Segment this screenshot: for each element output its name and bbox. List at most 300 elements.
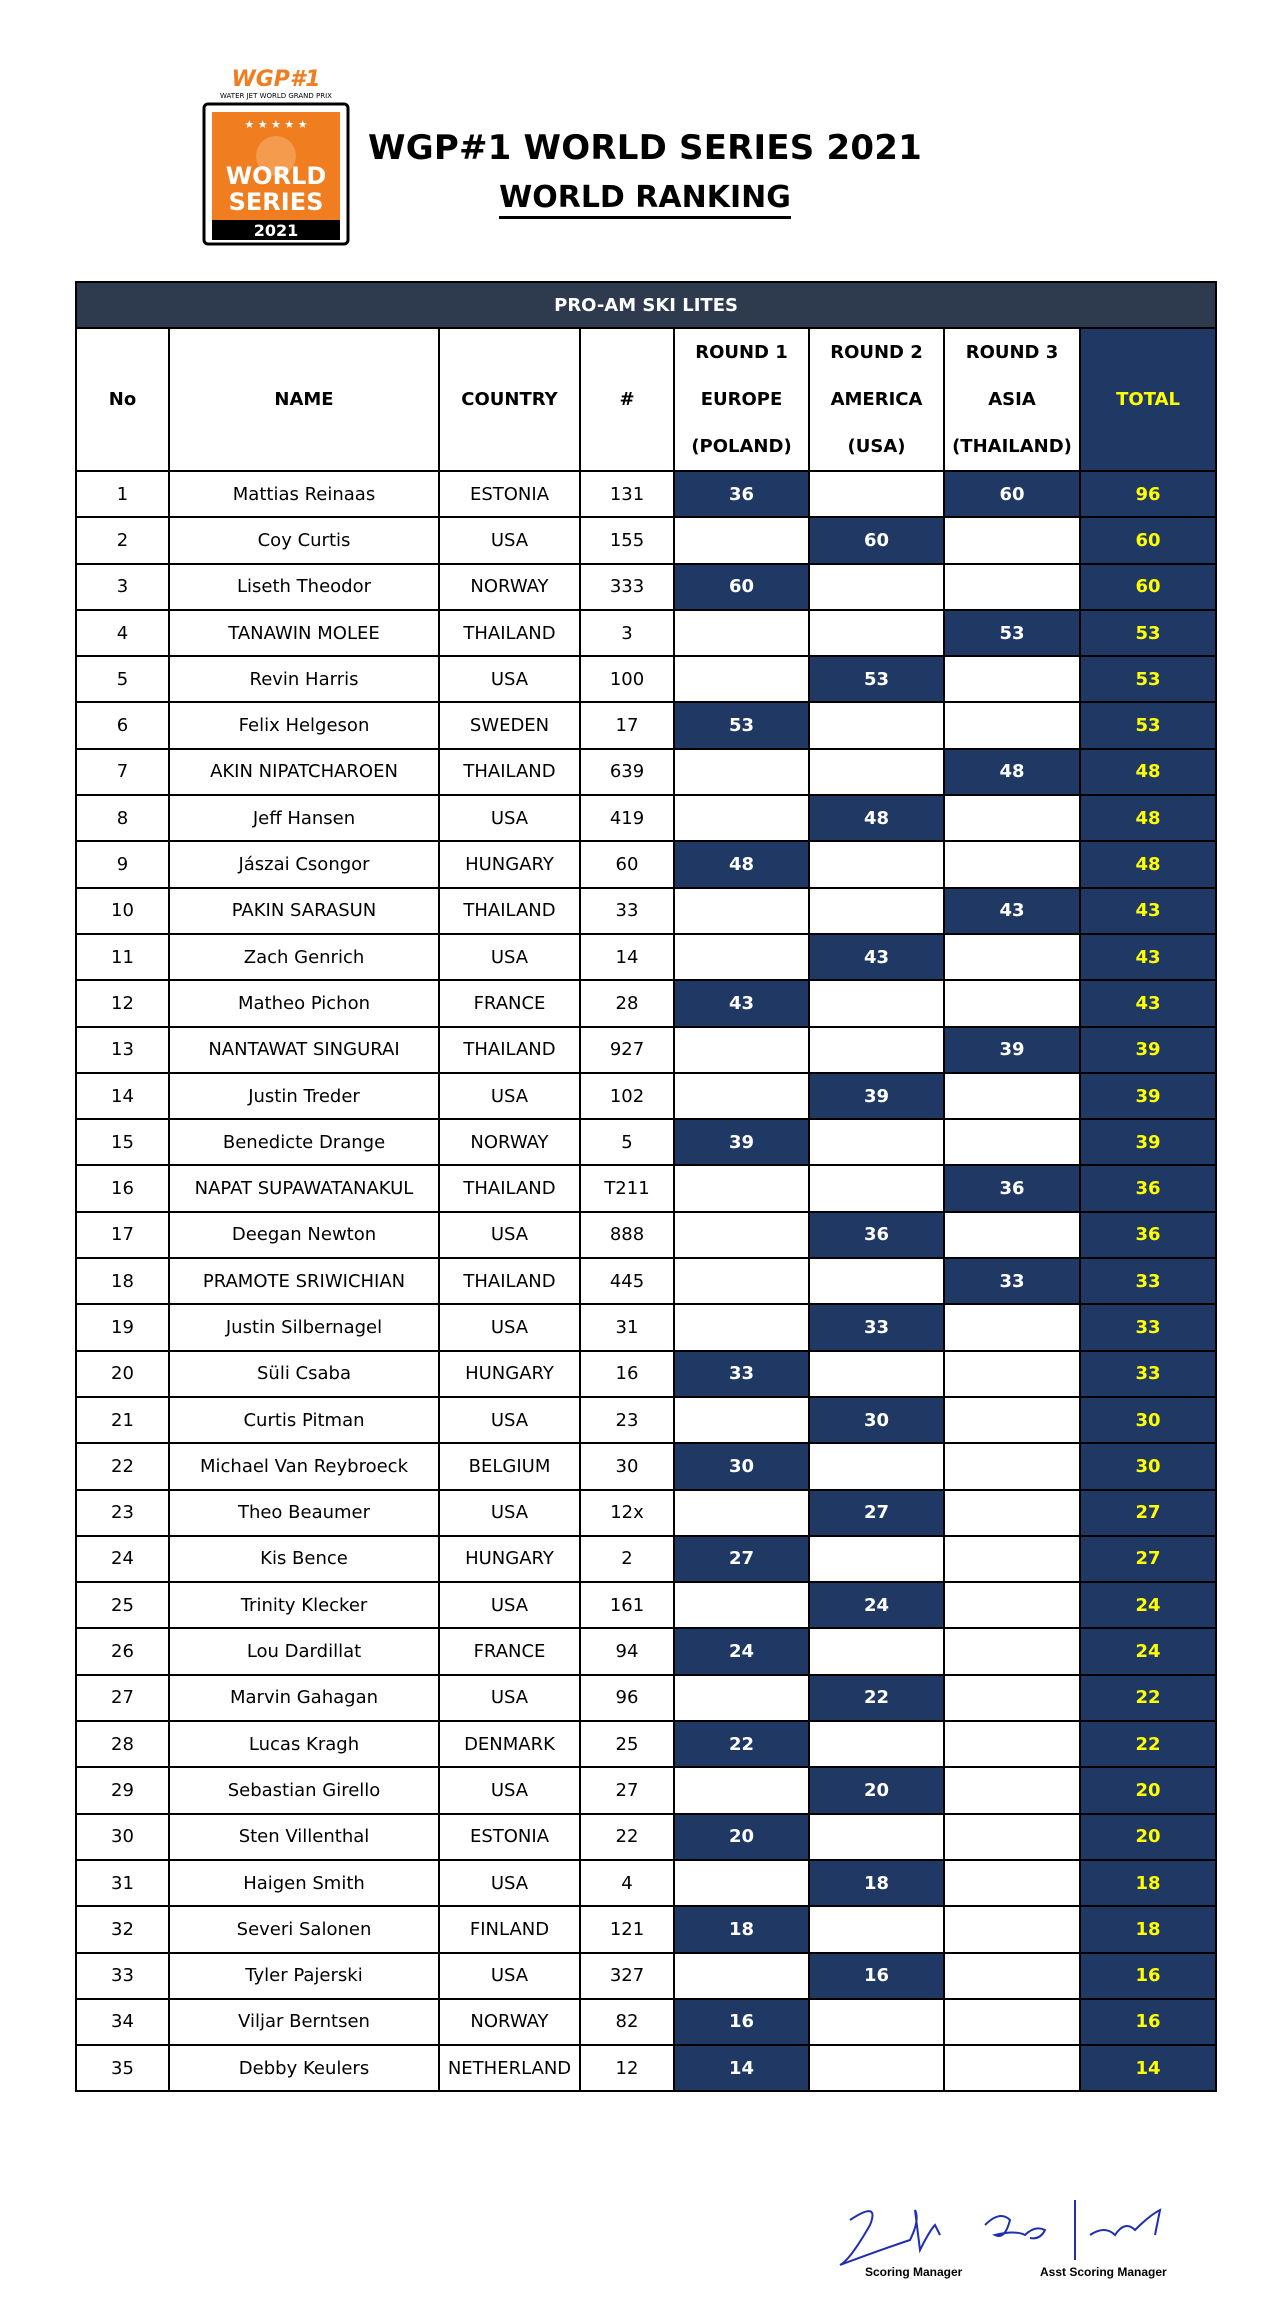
cell-name: Debby Keulers [169,2045,439,2091]
cell-round2: 36 [809,1212,944,1258]
cell-round2 [809,702,944,748]
col-header-round1 [674,328,809,471]
cell-round3: 53 [944,610,1080,656]
cell-round2 [809,841,944,887]
table-row [76,888,1216,934]
cell-total: 60 [1080,564,1216,610]
cell-total: 18 [1080,1860,1216,1906]
cell-number: 28 [580,980,674,1026]
cell-round3 [944,1397,1080,1443]
cell-round3 [944,795,1080,841]
cell-country: ESTONIA [439,1814,580,1860]
cell-country: USA [439,1304,580,1350]
cell-name: Tyler Pajerski [169,1953,439,1999]
cell-country: USA [439,1490,580,1536]
cell-round1 [674,610,809,656]
cell-name: Matheo Pichon [169,980,439,1026]
cell-no: 15 [76,1119,169,1165]
cell-total: 53 [1080,656,1216,702]
cell-total: 39 [1080,1119,1216,1165]
round3-region: ASIA [988,389,1036,410]
table-row [76,1767,1216,1813]
cell-total: 43 [1080,934,1216,980]
cell-total: 43 [1080,888,1216,934]
table-row [76,1628,1216,1674]
cell-round2 [809,1443,944,1489]
cell-total: 27 [1080,1490,1216,1536]
cell-round3: 48 [944,749,1080,795]
ranking-rows [76,471,1216,2091]
table-row [76,1397,1216,1443]
cell-round2 [809,1351,944,1397]
cell-total: 24 [1080,1582,1216,1628]
cell-total: 22 [1080,1721,1216,1767]
cell-round2: 43 [809,934,944,980]
cell-name: Süli Csaba [169,1351,439,1397]
table-row [76,1443,1216,1489]
cell-country: DENMARK [439,1721,580,1767]
cell-round2 [809,749,944,795]
cell-round3 [944,1073,1080,1119]
cell-round1 [674,1490,809,1536]
cell-round2 [809,1027,944,1073]
round1-region: EUROPE [700,389,783,410]
table-row [76,1119,1216,1165]
asst-scoring-manager-signature-2 [1090,2210,1160,2235]
cell-country: USA [439,1212,580,1258]
cell-round3 [944,1304,1080,1350]
cell-round3 [944,1675,1080,1721]
table-row [76,471,1216,517]
cell-no: 27 [76,1675,169,1721]
table-row [76,934,1216,980]
cell-no: 34 [76,1999,169,2045]
cell-country: THAILAND [439,888,580,934]
cell-round3 [944,1628,1080,1674]
col-header-country: COUNTRY [439,328,580,471]
table-row [76,610,1216,656]
cell-round2: 30 [809,1397,944,1443]
cell-total: 39 [1080,1073,1216,1119]
cell-no: 12 [76,980,169,1026]
asst-scoring-manager-signature-1 [985,2216,1045,2238]
cell-round2: 27 [809,1490,944,1536]
cell-total: 36 [1080,1165,1216,1211]
cell-round3 [944,1814,1080,1860]
cell-country: HUNGARY [439,1536,580,1582]
table-row [76,1675,1216,1721]
table-row [76,1860,1216,1906]
cell-number: 419 [580,795,674,841]
cell-country: SWEDEN [439,702,580,748]
table-row [76,1304,1216,1350]
cell-no: 19 [76,1304,169,1350]
cell-round1 [674,1165,809,1211]
cell-name: PAKIN SARASUN [169,888,439,934]
cell-round2 [809,1258,944,1304]
cell-round1: 48 [674,841,809,887]
cell-name: PRAMOTE SRIWICHIAN [169,1258,439,1304]
cell-round1: 30 [674,1443,809,1489]
cell-round2 [809,888,944,934]
cell-number: 639 [580,749,674,795]
cell-round2: 53 [809,656,944,702]
round3-country: (THAILAND) [952,436,1072,457]
cell-number: 333 [580,564,674,610]
page-title: WGP#1 WORLD SERIES 2021 [368,128,922,168]
cell-country: HUNGARY [439,841,580,887]
cell-total: 14 [1080,2045,1216,2091]
cell-round1: 33 [674,1351,809,1397]
cell-round3 [944,1351,1080,1397]
cell-number: 25 [580,1721,674,1767]
cell-round3 [944,1953,1080,1999]
cell-name: Sten Villenthal [169,1814,439,1860]
round2-title: ROUND 2 [830,342,923,363]
cell-round3 [944,1536,1080,1582]
cell-round3: 36 [944,1165,1080,1211]
cell-round3 [944,1443,1080,1489]
cell-round3 [944,2045,1080,2091]
cell-name: Trinity Klecker [169,1582,439,1628]
cell-round3 [944,1490,1080,1536]
cell-number: 94 [580,1628,674,1674]
cell-round1: 53 [674,702,809,748]
cell-total: 30 [1080,1443,1216,1489]
table-row [76,656,1216,702]
cell-name: Kis Bence [169,1536,439,1582]
cell-round1 [674,656,809,702]
cell-round2 [809,1906,944,1952]
cell-total: 30 [1080,1397,1216,1443]
cell-total: 27 [1080,1536,1216,1582]
cell-no: 21 [76,1397,169,1443]
cell-number: 131 [580,471,674,517]
cell-country: NORWAY [439,1119,580,1165]
cell-name: TANAWIN MOLEE [169,610,439,656]
cell-total: 22 [1080,1675,1216,1721]
cell-round1 [674,1767,809,1813]
cell-country: USA [439,1675,580,1721]
cell-round1: 20 [674,1814,809,1860]
cell-round2: 24 [809,1582,944,1628]
cell-country: NORWAY [439,1999,580,2045]
cell-no: 8 [76,795,169,841]
table-row [76,1721,1216,1767]
cell-number: 23 [580,1397,674,1443]
scoring-manager-label: Scoring Manager [865,2265,963,2279]
cell-round1: 24 [674,1628,809,1674]
cell-name: NANTAWAT SINGURAI [169,1027,439,1073]
cell-name: Lucas Kragh [169,1721,439,1767]
cell-total: 33 [1080,1258,1216,1304]
cell-round1 [674,1212,809,1258]
cell-no: 1 [76,471,169,517]
table-row [76,1073,1216,1119]
cell-no: 24 [76,1536,169,1582]
cell-round2 [809,564,944,610]
cell-country: USA [439,1860,580,1906]
cell-no: 35 [76,2045,169,2091]
cell-round1: 16 [674,1999,809,2045]
cell-name: Jeff Hansen [169,795,439,841]
cell-no: 18 [76,1258,169,1304]
cell-no: 25 [76,1582,169,1628]
cell-no: 6 [76,702,169,748]
cell-round2 [809,1999,944,2045]
table-row [76,1999,1216,2045]
cell-round2: 33 [809,1304,944,1350]
cell-round3 [944,1212,1080,1258]
cell-no: 14 [76,1073,169,1119]
cell-country: USA [439,795,580,841]
round1-title: ROUND 1 [695,342,788,363]
cell-number: 60 [580,841,674,887]
cell-no: 26 [76,1628,169,1674]
cell-no: 22 [76,1443,169,1489]
table-row [76,1027,1216,1073]
cell-country: BELGIUM [439,1443,580,1489]
cell-no: 33 [76,1953,169,1999]
round2-region: AMERICA [830,389,923,410]
cell-round3 [944,980,1080,1026]
cell-number: 927 [580,1027,674,1073]
cell-no: 23 [76,1490,169,1536]
logo-year: 2021 [253,221,299,240]
cell-name: Coy Curtis [169,517,439,563]
cell-number: 5 [580,1119,674,1165]
cell-round3 [944,1721,1080,1767]
cell-name: Revin Harris [169,656,439,702]
cell-round2 [809,1536,944,1582]
cell-round1 [674,934,809,980]
cell-total: 48 [1080,749,1216,795]
cell-round1: 39 [674,1119,809,1165]
cell-country: FRANCE [439,980,580,1026]
cell-round1: 27 [674,1536,809,1582]
cell-number: 14 [580,934,674,980]
ranking-table [75,281,1217,2092]
cell-name: Jászai Csongor [169,841,439,887]
table-row [76,1165,1216,1211]
cell-total: 96 [1080,471,1216,517]
table-row [76,1351,1216,1397]
cell-number: 12x [580,1490,674,1536]
cell-name: Liseth Theodor [169,564,439,610]
table-row [76,1490,1216,1536]
cell-no: 17 [76,1212,169,1258]
cell-number: 100 [580,656,674,702]
col-header-round2 [809,328,944,471]
cell-name: Michael Van Reybroeck [169,1443,439,1489]
cell-number: 31 [580,1304,674,1350]
col-header-number: # [580,328,674,471]
cell-number: 2 [580,1536,674,1582]
logo-line2: SERIES [228,188,324,216]
table-row [76,1814,1216,1860]
cell-round2 [809,610,944,656]
cell-round1 [674,1304,809,1350]
cell-round2 [809,1119,944,1165]
cell-round1: 14 [674,2045,809,2091]
cell-country: FINLAND [439,1906,580,1952]
cell-no: 28 [76,1721,169,1767]
cell-name: Theo Beaumer [169,1490,439,1536]
cell-total: 43 [1080,980,1216,1026]
cell-country: THAILAND [439,610,580,656]
cell-round3 [944,1860,1080,1906]
cell-round3: 39 [944,1027,1080,1073]
cell-round1 [674,1073,809,1119]
cell-round2 [809,1814,944,1860]
cell-name: Felix Helgeson [169,702,439,748]
table-row [76,702,1216,748]
round1-country: (POLAND) [691,436,792,457]
table-row [76,1258,1216,1304]
cell-round3 [944,564,1080,610]
cell-country: NETHERLAND [439,2045,580,2091]
cell-name: Benedicte Drange [169,1119,439,1165]
cell-round2 [809,980,944,1026]
cell-round2 [809,1165,944,1211]
cell-country: HUNGARY [439,1351,580,1397]
cell-no: 29 [76,1767,169,1813]
cell-country: USA [439,1767,580,1813]
cell-round2: 16 [809,1953,944,1999]
cell-no: 2 [76,517,169,563]
cell-country: ESTONIA [439,471,580,517]
table-row [76,1906,1216,1952]
cell-round1 [674,517,809,563]
cell-round3 [944,1582,1080,1628]
cell-total: 36 [1080,1212,1216,1258]
table-row [76,1953,1216,1999]
cell-round1 [674,749,809,795]
subtitle-text: WORLD RANKING [499,180,791,219]
cell-no: 31 [76,1860,169,1906]
cell-number: 121 [580,1906,674,1952]
cell-name: Lou Dardillat [169,1628,439,1674]
cell-name: Sebastian Girello [169,1767,439,1813]
table-row [76,1582,1216,1628]
cell-round2: 39 [809,1073,944,1119]
cell-number: 4 [580,1860,674,1906]
cell-country: THAILAND [439,1258,580,1304]
cell-number: 3 [580,610,674,656]
cell-round3 [944,1119,1080,1165]
cell-number: 445 [580,1258,674,1304]
col-header-total: TOTAL [1080,328,1216,471]
cell-total: 33 [1080,1351,1216,1397]
logo-top-text: WGP#1 [231,67,321,92]
cell-round3: 33 [944,1258,1080,1304]
cell-round1 [674,1397,809,1443]
cell-total: 18 [1080,1906,1216,1952]
cell-no: 4 [76,610,169,656]
cell-round3 [944,1906,1080,1952]
cell-round1 [674,1675,809,1721]
cell-round2: 48 [809,795,944,841]
table-row [76,564,1216,610]
cell-no: 11 [76,934,169,980]
cell-total: 53 [1080,610,1216,656]
round2-country: (USA) [847,436,906,457]
cell-total: 16 [1080,1999,1216,2045]
cell-no: 16 [76,1165,169,1211]
cell-no: 13 [76,1027,169,1073]
scoring-manager-signature [840,2210,940,2265]
cell-round1: 60 [674,564,809,610]
asst-scoring-manager-label: Asst Scoring Manager [1040,2265,1167,2279]
cell-name: Justin Treder [169,1073,439,1119]
cell-name: Mattias Reinaas [169,471,439,517]
cell-round2: 18 [809,1860,944,1906]
cell-round2 [809,471,944,517]
cell-number: 82 [580,1999,674,2045]
cell-country: USA [439,656,580,702]
cell-total: 60 [1080,517,1216,563]
table-row [76,517,1216,563]
cell-round1 [674,1953,809,1999]
cell-number: 27 [580,1767,674,1813]
cell-round3 [944,517,1080,563]
cell-no: 20 [76,1351,169,1397]
cell-number: T211 [580,1165,674,1211]
cell-round3 [944,656,1080,702]
table-row [76,795,1216,841]
cell-round3 [944,702,1080,748]
cell-round2: 60 [809,517,944,563]
cell-round3: 60 [944,471,1080,517]
cell-round3 [944,841,1080,887]
cell-total: 16 [1080,1953,1216,1999]
table-row [76,841,1216,887]
cell-no: 10 [76,888,169,934]
cell-round1 [674,1258,809,1304]
table-row [76,980,1216,1026]
cell-country: FRANCE [439,1628,580,1674]
cell-round1 [674,1582,809,1628]
col-header-name: NAME [169,328,439,471]
cell-country: USA [439,1582,580,1628]
col-header-round3 [944,328,1080,471]
col-header-no: No [76,328,169,471]
cell-number: 102 [580,1073,674,1119]
logo-tagline: WATER JET WORLD GRAND PRIX [220,92,332,100]
cell-number: 161 [580,1582,674,1628]
cell-country: USA [439,1953,580,1999]
cell-country: THAILAND [439,1027,580,1073]
cell-number: 327 [580,1953,674,1999]
cell-country: USA [439,517,580,563]
cell-total: 24 [1080,1628,1216,1674]
cell-round3 [944,1999,1080,2045]
cell-number: 888 [580,1212,674,1258]
round3-title: ROUND 3 [965,342,1059,363]
cell-number: 96 [580,1675,674,1721]
logo-line1: WORLD [225,162,327,190]
cell-round1 [674,1027,809,1073]
cell-round1: 18 [674,1906,809,1952]
cell-round2: 22 [809,1675,944,1721]
cell-no: 3 [76,564,169,610]
cell-round1: 43 [674,980,809,1026]
cell-round3 [944,934,1080,980]
cell-total: 33 [1080,1304,1216,1350]
cell-country: THAILAND [439,1165,580,1211]
cell-total: 39 [1080,1027,1216,1073]
cell-round1: 36 [674,471,809,517]
